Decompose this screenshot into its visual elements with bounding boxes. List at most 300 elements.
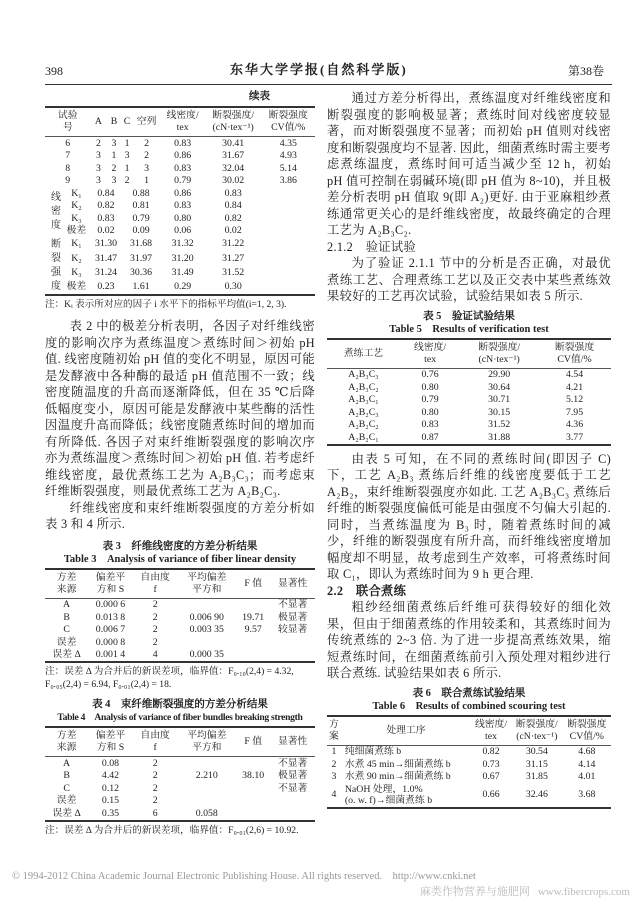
table-cell: 2 — [152, 624, 158, 635]
table-cell — [236, 598, 270, 611]
section-heading-2-2: 2.2 联合煮练 — [327, 583, 407, 598]
table-cell: 不显著 — [277, 599, 308, 610]
table-cell: A₂B₃C₁ — [348, 394, 379, 405]
table-cell: 0.02 — [97, 225, 115, 236]
table-cell: 19.71 — [242, 611, 265, 623]
table-6-title-cn: 表 6 联合煮练试验结果 — [412, 687, 526, 699]
table-cell: 0.66 — [482, 789, 500, 801]
table-cell: 0.79 — [421, 394, 439, 405]
table-cell: 3 — [124, 150, 130, 161]
table-cell: 0.83 — [224, 187, 242, 199]
table-cell: 30.54 — [525, 746, 548, 757]
row-label: 极差 — [66, 281, 87, 293]
table-cell: 4 — [331, 789, 337, 801]
table-row — [45, 150, 315, 163]
paragraph: 纤维线密度和束纤维断裂强度的方差分析如表 3 和 4 所示. — [45, 500, 315, 531]
column-header: 断裂强度 CV值/% — [268, 110, 308, 133]
table-cell: 2 — [152, 795, 158, 806]
column-header: 偏差平 方和 S — [95, 571, 126, 595]
table-cell — [270, 636, 315, 649]
table-cell: 0.80 — [421, 406, 439, 418]
table-4-block — [45, 698, 315, 837]
row-label: K₂ — [71, 200, 82, 211]
table-cell: 32.46 — [525, 789, 548, 801]
table-row — [45, 807, 315, 821]
table-cell: 2 — [124, 175, 130, 186]
table-cell: 2 — [152, 782, 158, 794]
table-cell: 0.84 — [224, 200, 242, 211]
table-cell: A₂B₂C₃ — [348, 406, 379, 418]
table-cell: 2 — [152, 770, 158, 781]
table-cell — [270, 807, 315, 821]
table-cell: 0.12 — [101, 782, 120, 794]
table-cell: 0.83 — [421, 419, 439, 430]
table-cell: 3.68 — [578, 789, 596, 801]
column-header: 断裂强度 CV值/% — [567, 718, 607, 742]
paragraph: 粗纱经细菌煮练后纤维可获得较好的细化效果，但由于细菌煮练的作用较柔和，其煮练时间为传统煮练的 2~3 倍. 为了进一步提高煮练效果，缩短煮练时间，在细菌煮练前引入预处理对粗纱进行联合煮练. 试验结果如表 6 所示. — [327, 600, 611, 680]
table-cell: 31.68 — [130, 238, 153, 250]
table-cell: 0.83 — [174, 200, 192, 211]
column-header: 方 案 — [329, 718, 339, 742]
paragraph: 由表 5 可知，在不同的煮练时间(即因子 C)下，工艺 A₂B₃ 煮练后纤维的线密度要低于工艺 A₂B₂，束纤维断裂强度亦如此. 工艺 A₂B₃C₃ 煮练后纤维的断裂强度偏低可能是由强度不匀偏大引起的. 同时，当煮练温度为 B₃ 时，随着煮练时间的减少，纤维的断裂强度有所升高，而纤维线密度增加幅度却不明显，故考虑到生产效率，可将煮练时间取 C₁，即认为煮练时间为 9 h 更合理. — [327, 451, 611, 581]
group-label: 线密度 — [48, 191, 60, 233]
table-cell: 31.15 — [525, 758, 548, 770]
row-label: K₂ — [71, 252, 82, 264]
table-cell: 1 — [331, 746, 337, 757]
header-row — [327, 716, 611, 746]
table-cell: 3 — [95, 162, 101, 174]
table-cell: 31.88 — [488, 431, 511, 443]
table-body — [327, 368, 611, 445]
table-row — [45, 782, 315, 795]
page-number: 398 — [45, 64, 63, 78]
table-cell: 0.83 — [174, 137, 192, 149]
table-cell: 2 — [152, 611, 158, 623]
table-2 — [45, 106, 315, 296]
table-row — [45, 137, 315, 150]
table-cell: 0.79 — [174, 175, 192, 186]
table-cell: 1 — [124, 162, 130, 174]
table-5 — [327, 338, 611, 446]
table-row — [327, 394, 611, 407]
column-header: 平均偏差 平方和 — [187, 571, 227, 595]
column-header: 线密度/ tex — [166, 110, 199, 133]
table-2-continued — [45, 90, 315, 311]
paragraph: 通过方差分析得出，煮练温度对纤维线密度和断裂强度的影响极显著；煮练时间对线密度较显著，而对断裂强度不显著；而初始 pH 值则对线密度和断裂强度均不显著. 因此，细菌煮练时需主要考虑煮练温度，煮练时间可适当减少至 12 h，初始 pH 值可控制在弱碱环境(即 pH 值为 8~10)，并且极差分析表明 pH 值取 9(即 A₂)更好. 由于亚麻粗纱煮练通常更关心的是纤维线密度，故最终确定的合理工艺为 A₂B₃C₂. — [327, 91, 611, 237]
table-cell: 30.71 — [488, 394, 511, 405]
table-cell: 29.90 — [488, 369, 511, 380]
table-cell: 4.21 — [565, 381, 584, 393]
table-cell: 0.006 7 — [95, 624, 126, 635]
table-row — [45, 251, 315, 265]
table-4-title-en: Table 4 Analysis of variance of fiber bundles breaking strength — [57, 712, 303, 723]
table-cell: 误差 Δ — [52, 649, 81, 660]
column-header: 空列 — [136, 116, 157, 127]
table-cell: 4 — [152, 649, 158, 660]
table-cell: 0.82 — [97, 200, 115, 211]
table-header — [327, 339, 611, 369]
table-cell: 0.006 90 — [189, 611, 224, 623]
table-cell — [262, 212, 315, 225]
table-cell: 极显著 — [277, 770, 308, 781]
table-cell: 31.47 — [94, 252, 117, 264]
table-cell: 31.24 — [94, 266, 117, 278]
table-cell: 2.210 — [195, 770, 218, 781]
table-cell — [177, 782, 236, 795]
table-cell — [177, 757, 236, 770]
paragraph: 为了验证 2.1.1 节中的分析是否正确，对最优煮练工艺、合理煮练工艺以及正交表中某些煮练效果较好的工艺再次试验，试验结果如表 5 所示. — [327, 256, 611, 303]
table-cell: 0.81 — [132, 200, 150, 211]
table-cell: 3 — [95, 175, 101, 186]
table-cell: 0.80 — [421, 381, 439, 393]
table-row — [45, 280, 315, 295]
table-cell: 0.82 — [224, 212, 242, 224]
column-header: 煮练工艺 — [343, 347, 384, 359]
table-cell — [262, 225, 315, 238]
table-cell: 0.86 — [174, 187, 192, 199]
table-cell: 4.42 — [101, 770, 120, 781]
header-row — [45, 727, 315, 757]
table-cell: 0.83 — [97, 212, 115, 224]
column-header: 断裂强度 CV值/% — [554, 341, 595, 365]
table-cell: 水煮 90 min→细菌煮练 b — [344, 771, 451, 782]
paragraph: 表 2 中的极差分析表明，各因子对纤维线密度的影响次序为煮练温度＞煮练时间＞初始 pH 值. 线密度随初始 pH 值的变化不明显，原因可能是发酵液中各种酶的最适 pH 值范围不一致；线密度随温度的升高而逐渐降低，但在 35 ℃后降低幅度变小，原因可能是发酵液中某些酶的活性因温度升高而降低；线密度随煮练时间的增加而有所降低. 各因子对束纤维断裂强度的影响次序亦为煮练温度＞煮练时间＞初始 pH 值. 若考虑纤维线密度，最优煮练工艺为 A₂B₃C₃；而考虑束纤维断裂强度，则最优煮练工艺为 A₂B₂C₃. — [45, 319, 315, 498]
table-3 — [45, 568, 315, 664]
table-cell: 5.12 — [565, 394, 584, 405]
table-cell: 2 — [152, 599, 158, 610]
column-header: 方差 来源 — [56, 730, 77, 753]
table-cell: 31.30 — [94, 238, 117, 250]
table-header — [45, 569, 315, 599]
table-header — [45, 727, 315, 757]
table-cell: 0.83 — [174, 162, 192, 174]
table-body — [327, 745, 611, 808]
table-body — [45, 757, 315, 821]
table-cell — [270, 649, 315, 663]
column-header: 试验 号 — [57, 110, 78, 133]
header-rule — [45, 84, 612, 85]
row-label: 极差 — [66, 225, 87, 236]
column-header: 自由度 f — [140, 730, 170, 753]
table-row — [45, 770, 315, 783]
table-cell — [262, 251, 315, 265]
table-cell: 纯细菌煮练 b — [344, 746, 402, 757]
table-row — [45, 598, 315, 611]
table-cell: 0.003 35 — [189, 624, 224, 635]
table-body — [45, 598, 315, 662]
table-row — [45, 162, 315, 175]
table-row — [45, 225, 315, 238]
table-row — [45, 200, 315, 213]
table-cell: 不显著 — [277, 782, 308, 794]
table-cell: 31.52 — [488, 419, 511, 430]
table-cell: 较显著 — [277, 624, 308, 635]
table-5-title-cn: 表 5 验证试验结果 — [423, 310, 515, 322]
table-cell — [262, 237, 315, 251]
table-3-title-en: Table 3 Analysis of variance of fiber linear density — [63, 553, 297, 565]
table-cell: 30.15 — [488, 406, 511, 418]
table-cell: 0.000 8 — [95, 636, 126, 648]
table-4-title-cn: 表 4 束纤维断裂强度的方差分析结果 — [92, 699, 268, 710]
table-cell: 31.49 — [171, 266, 194, 278]
table-cell: 0.87 — [421, 431, 439, 443]
table-cell: A — [63, 757, 71, 769]
table-cell: 误差 — [56, 795, 77, 806]
table-cell: 4.01 — [578, 771, 596, 782]
table-row — [45, 795, 315, 808]
table-4-note: 注：误差 Δ 为合并后的新误差项，临界值：F₀.₀₁(2,6) = 10.92. — [45, 824, 299, 836]
table-cell: 2 — [144, 137, 150, 149]
table-cell: 0.67 — [482, 771, 500, 782]
table-cell: 1.61 — [132, 281, 150, 293]
table-cell: 2 — [144, 150, 150, 161]
table-cell: 8 — [65, 162, 71, 174]
table-cell: 0.86 — [174, 150, 192, 161]
table-cell: 0.02 — [224, 225, 242, 236]
table-cell — [262, 200, 315, 213]
table-cell: 3 — [111, 175, 117, 186]
table-cell: 0.08 — [101, 757, 120, 769]
table-cell: 0.88 — [132, 187, 150, 199]
header-row — [45, 569, 315, 599]
table-cell: 5.14 — [279, 162, 297, 174]
column-header: A — [94, 116, 102, 127]
table-cell: 9.57 — [244, 624, 262, 635]
table-cell: 31.67 — [222, 150, 245, 161]
table-cell: 1 — [124, 137, 130, 149]
right-body-top — [327, 90, 611, 305]
table-cell: 7.95 — [565, 406, 584, 418]
table-cell: 0.76 — [421, 369, 439, 380]
row-label: K₁ — [71, 187, 82, 199]
table-cell: 0.23 — [97, 281, 115, 293]
table-cell: C — [63, 624, 70, 635]
table-2-note: 注：Kᵢ 表示所对应的因子 i 水平下的指标平均值(i=1, 2, 3). — [45, 299, 287, 310]
table-cell: NaOH 处理，1.0% (o. w. f)→细菌煮练 b — [344, 783, 433, 806]
table-6-block — [327, 687, 611, 810]
table-row — [45, 237, 315, 251]
table-4 — [45, 726, 315, 822]
table-cell: 38.10 — [242, 770, 265, 781]
table-cell: 32.04 — [222, 162, 245, 174]
table-cell: 0.15 — [101, 795, 120, 806]
table-cell — [270, 795, 315, 808]
table-cell: 0.013 8 — [95, 611, 126, 623]
table-cell: 2 — [331, 758, 337, 770]
table-cell — [236, 757, 270, 770]
table-5-title-en: Table 5 Results of verification test — [389, 323, 549, 335]
table-cell: 4.68 — [578, 746, 596, 757]
table-cell: 0.000 35 — [189, 649, 224, 660]
table-cell: 0.35 — [101, 807, 120, 819]
table-cell: 31.27 — [222, 252, 245, 264]
table-row — [45, 265, 315, 279]
table-cell — [262, 280, 315, 295]
table-cell: A₂B₂C₁ — [348, 431, 379, 443]
table-cell: 0.80 — [174, 212, 192, 224]
group-label: 断裂强度 — [48, 237, 60, 294]
table-row — [45, 212, 315, 225]
table-row — [45, 611, 315, 624]
table-cell: 30.64 — [488, 381, 511, 393]
row-label: K₃ — [71, 266, 82, 278]
table-cell: 6 — [152, 807, 158, 819]
table-cell: 4.14 — [578, 758, 596, 770]
table-cell — [236, 782, 270, 795]
table-cell: 3.86 — [279, 175, 297, 186]
table-cell: 0.000 6 — [95, 599, 126, 610]
column-header: 偏差平 方和 S — [95, 730, 126, 753]
table-cell: 0.84 — [97, 187, 115, 199]
table-cell: 0.82 — [482, 746, 500, 757]
journal-title: 东华大学学报(自然科学版) — [230, 62, 408, 77]
table-cell: 31.32 — [171, 238, 194, 250]
table-cell: 2 — [152, 757, 158, 769]
left-body-text — [45, 318, 315, 533]
table-row — [45, 757, 315, 770]
table-cell: 不显著 — [277, 757, 308, 769]
table-row — [45, 187, 315, 200]
table-cell: 3 — [144, 162, 150, 174]
table-5-block — [327, 310, 611, 446]
table-cell — [177, 598, 236, 611]
table-cell: 4.36 — [565, 419, 584, 430]
copyright-footer: © 1994-2012 China Academic Journal Electronic Publishing House. All rights reserved. http://www.cnki.net — [12, 871, 476, 882]
table-cell: 0.30 — [224, 281, 242, 293]
column-header: 线密度/ tex — [414, 341, 447, 365]
column-header: 断裂强度/ (cN·tex⁻¹) — [515, 718, 558, 742]
table-row — [327, 771, 611, 784]
table-cell: B — [63, 611, 70, 623]
table-cell: 31.85 — [525, 771, 548, 782]
table-3-block — [45, 540, 315, 692]
table-cell: 3 — [111, 137, 117, 149]
table-cell: 3 — [331, 771, 337, 782]
table-3-title-cn: 表 3 纤维线密度的方差分析结果 — [102, 540, 258, 552]
table-cell: 2 — [95, 137, 101, 149]
table-row — [327, 783, 611, 808]
table-cell: 极显著 — [277, 611, 308, 623]
table-cell: B — [63, 770, 70, 781]
table-row — [327, 368, 611, 381]
table-row — [45, 649, 315, 663]
table-cell: 4.54 — [565, 369, 584, 380]
column-header: 断裂强度/ (cN·tex⁻¹) — [212, 110, 255, 133]
table-row — [327, 419, 611, 432]
table-row — [327, 406, 611, 419]
table-row — [327, 381, 611, 394]
table-row — [45, 636, 315, 649]
column-header: 显著性 — [277, 736, 308, 747]
watermark-line-1: 麻类作物营养与施肥网 — [419, 886, 530, 898]
table-6 — [327, 715, 611, 810]
table-2-caption: 续表 — [249, 91, 270, 102]
table-cell: 31.97 — [130, 252, 153, 264]
column-header: 方差 来源 — [56, 571, 77, 595]
table-cell: 误差 Δ — [52, 807, 81, 819]
column-header: F 值 — [244, 577, 263, 589]
table-cell — [236, 636, 270, 649]
table-cell: 0.058 — [195, 807, 218, 819]
table-cell: A₂B₃C₃ — [348, 369, 379, 380]
table-cell: A — [63, 599, 71, 610]
right-body-middle — [327, 451, 611, 682]
table-cell — [177, 636, 236, 649]
table-6-title-en: Table 6 Results of combined scouring test — [372, 700, 566, 712]
table-cell: A₂B₃C₂ — [348, 381, 379, 393]
table-row — [45, 624, 315, 637]
table-cell: 0.001 4 — [95, 649, 126, 660]
column-header: F 值 — [244, 736, 263, 747]
table-row — [45, 175, 315, 188]
left-column — [45, 90, 315, 837]
column-header: B — [110, 116, 118, 127]
table-row — [327, 745, 611, 758]
table-cell: 4.93 — [279, 150, 297, 161]
table-body — [45, 137, 315, 296]
table-cell: 0.73 — [482, 758, 500, 770]
table-cell: 4.35 — [279, 137, 297, 149]
table-cell: 误差 — [56, 636, 77, 648]
table-cell: 0.29 — [174, 281, 192, 293]
column-header: 自由度 f — [140, 571, 170, 595]
table-cell: 0.09 — [132, 225, 150, 236]
table-cell: 3 — [95, 150, 101, 161]
table-cell — [236, 807, 270, 821]
table-header — [327, 716, 611, 746]
row-label: K₁ — [71, 238, 82, 250]
right-column — [327, 90, 611, 809]
header-row — [45, 107, 315, 137]
column-header: 线密度/ tex — [474, 718, 508, 742]
table-cell: 2 — [111, 162, 117, 174]
table-cell: 0.79 — [132, 212, 150, 224]
section-heading-2-1-2: 2.1.2 验证试验 — [327, 239, 417, 254]
volume-label: 第38卷 — [568, 64, 605, 78]
watermark — [412, 886, 630, 899]
table-cell: 30.36 — [130, 266, 153, 278]
table-cell: 3.77 — [565, 431, 584, 443]
table-cell: 31.20 — [171, 252, 194, 264]
table-cell: 31.52 — [222, 266, 245, 278]
table-cell: 31.22 — [222, 238, 245, 250]
table-cell: A₂B₂C₂ — [348, 419, 379, 430]
column-header: 显著性 — [277, 577, 308, 589]
table-row — [327, 431, 611, 445]
table-cell: 30.02 — [222, 175, 245, 186]
table-row — [327, 758, 611, 771]
row-label: K₃ — [71, 212, 82, 224]
header-row — [327, 339, 611, 369]
table-cell — [177, 795, 236, 808]
table-cell — [236, 649, 270, 663]
table-cell: 6 — [65, 137, 71, 149]
table-3-note: 注：误差 Δ 为合并后的新误差项，临界值：F₀.₁₀(2,4) = 4.32, F₀.₀₅(2,4) = 6.94, F₀.₀₁(2,4) = 18. — [45, 666, 294, 690]
table-cell: 1 — [111, 150, 117, 161]
column-header: 平均偏差 平方和 — [187, 730, 227, 753]
table-cell: 水煮 45 min→细菌煮练 b — [344, 758, 451, 770]
table-cell: 2 — [152, 636, 158, 648]
table-cell — [262, 265, 315, 279]
table-cell — [236, 795, 270, 808]
column-header: C — [123, 116, 131, 127]
column-header: 处理工序 — [386, 724, 426, 736]
table-cell: C — [63, 782, 70, 794]
table-cell: 7 — [65, 150, 71, 161]
table-cell: 1 — [144, 175, 150, 186]
column-header: 断裂强度/ (cN·tex⁻¹) — [478, 341, 521, 365]
table-cell: 30.41 — [222, 137, 245, 149]
